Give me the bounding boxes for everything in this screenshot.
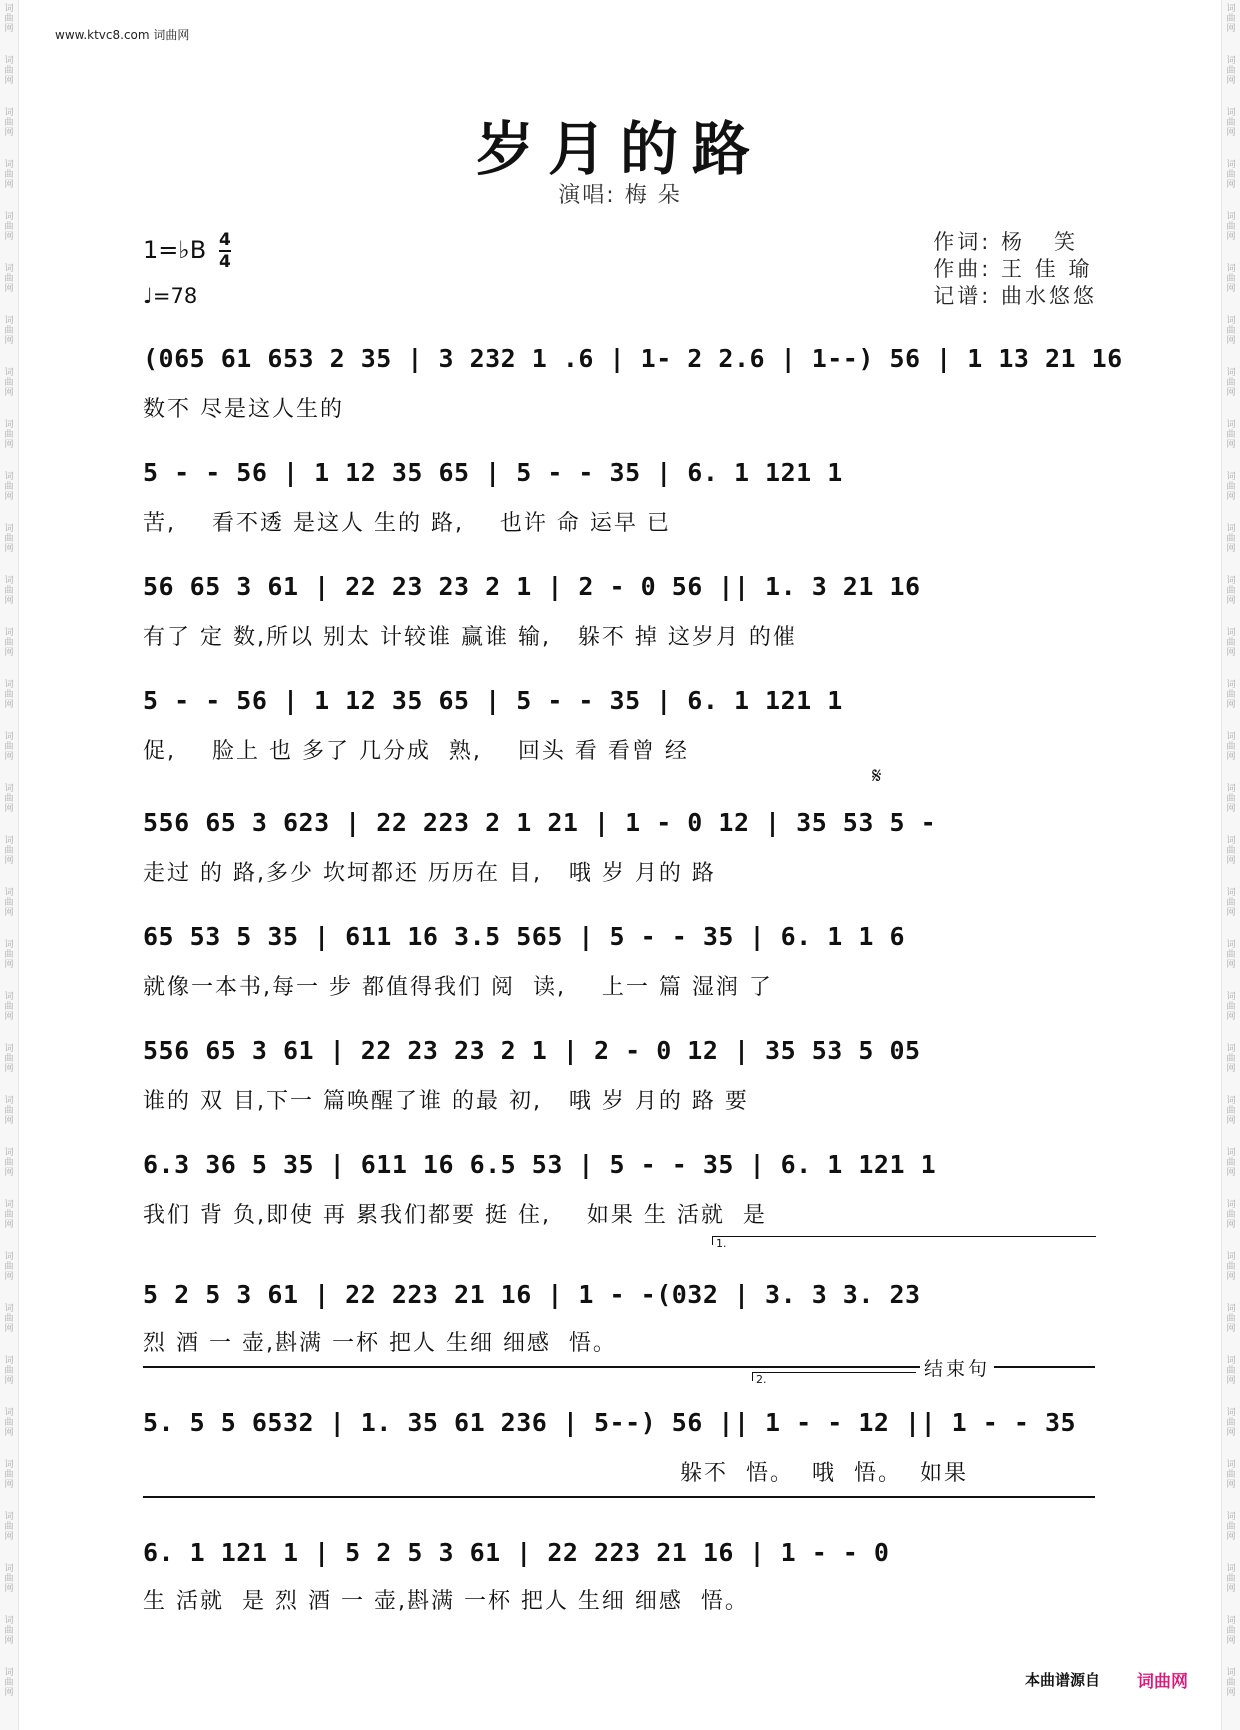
score-row bbox=[143, 1532, 1095, 1572]
time-signature bbox=[219, 230, 231, 272]
ending-label: 结束句 bbox=[920, 1354, 994, 1381]
notes-line: 6.3 36 5 35 | 611 16 6.5 53 | 5 - - 35 | 6. 1 121 1 bbox=[143, 1150, 937, 1179]
watermark-glyph: 词 曲 网 bbox=[1226, 1252, 1236, 1282]
lyrics-line: 促, 脸上 也 多了 几分成 熟, 回头 看 看曾 经 bbox=[143, 739, 689, 764]
watermark-glyph: 词 曲 网 bbox=[4, 160, 14, 190]
watermark-glyph: 词 曲 网 bbox=[4, 1564, 14, 1594]
score-row bbox=[143, 1274, 1095, 1314]
watermark-glyph: 词 曲 网 bbox=[1226, 680, 1236, 710]
score-row bbox=[143, 1144, 1095, 1184]
notes-line: 5. 5 5 6532 | 1. 35 61 236 | 5--) 56 || 1 - - 12 || 1 - - 35 bbox=[143, 1408, 1077, 1437]
score-row bbox=[143, 1030, 1095, 1070]
lyrics-line: 躲不 悟。 哦 悟。 如果 bbox=[680, 1461, 968, 1486]
watermark-glyph: 词 曲 网 bbox=[1226, 212, 1236, 242]
footer-source-text: 本曲谱源自 bbox=[1024, 1671, 1100, 1689]
watermark-glyph: 词 曲 网 bbox=[4, 836, 14, 866]
notes-line: 5 - - 56 | 1 12 35 65 | 5 - - 35 | 6. 1 121 1 bbox=[143, 458, 843, 487]
watermark-glyph: 词 曲 网 bbox=[4, 992, 14, 1022]
time-signature-bottom: 4 bbox=[219, 252, 231, 272]
score-row bbox=[143, 802, 1095, 842]
notes-line: 65 53 5 35 | 611 16 3.5 565 | 5 - - 35 | 6. 1 1 6 bbox=[143, 922, 906, 951]
credits bbox=[933, 229, 1097, 310]
watermark-glyph: 词 曲 网 bbox=[4, 1252, 14, 1282]
watermark-glyph: 词 曲 网 bbox=[1226, 56, 1236, 86]
watermark-glyph: 词 曲 网 bbox=[1226, 1304, 1236, 1334]
watermark-glyph: 词 曲 网 bbox=[1226, 524, 1236, 554]
watermark-glyph: 词 曲 网 bbox=[4, 264, 14, 294]
watermark-glyph: 词 曲 网 bbox=[1226, 576, 1236, 606]
lyrics-line: 有了 定 数,所以 别太 计较谁 赢谁 输, 躲不 掉 这岁月 的催 bbox=[143, 625, 797, 650]
lyrics-line: 谁的 双 目,下一 篇唤醒了谁 的最 初, 哦 岁 月的 路 要 bbox=[143, 1089, 749, 1114]
watermark-glyph: 词 曲 网 bbox=[4, 108, 14, 138]
composer: 作曲: 王 佳 瑜 bbox=[933, 257, 1093, 281]
watermark-glyph: 词 曲 网 bbox=[1226, 784, 1236, 814]
watermark-glyph: 词 曲 网 bbox=[4, 368, 14, 398]
score-row bbox=[143, 452, 1095, 492]
notes-line: 556 65 3 623 | 22 223 2 1 21 | 1 - 0 12 | 35 53 5 - bbox=[143, 808, 937, 837]
watermark-glyph: 词 曲 网 bbox=[4, 1668, 14, 1698]
watermark-glyph: 词 曲 网 bbox=[1226, 1096, 1236, 1126]
lyrics-line: 烈 酒 一 壶,斟满 一杯 把人 生细 细感 悟。 bbox=[143, 1331, 617, 1356]
watermark-glyph: 词 曲 网 bbox=[4, 56, 14, 86]
song-title: 岁月的路 bbox=[475, 115, 764, 183]
watermark-glyph: 词 曲 网 bbox=[4, 1356, 14, 1386]
lyrics-line: 我们 背 负,即使 再 累我们都要 挺 住, 如果 生 活就 是 bbox=[143, 1203, 767, 1228]
watermark-glyph: 词 曲 网 bbox=[1226, 836, 1236, 866]
watermark-glyph: 词 曲 网 bbox=[1226, 1408, 1236, 1438]
score-row bbox=[143, 680, 1095, 720]
segno-sign: 𝄋 bbox=[872, 764, 882, 789]
watermark-glyph: 词 曲 网 bbox=[4, 1096, 14, 1126]
watermark-glyph: 词 曲 网 bbox=[4, 732, 14, 762]
notes-line: 5 2 5 3 61 | 22 223 21 16 | 1 - -(032 | 3. 3 3. 23 bbox=[143, 1280, 921, 1309]
notes-line: 56 65 3 61 | 22 23 23 2 1 | 2 - 0 56 || 1. 3 21 16 bbox=[143, 572, 921, 601]
watermark-glyph: 词 曲 网 bbox=[1226, 160, 1236, 190]
watermark-glyph: 词 曲 网 bbox=[4, 888, 14, 918]
notes-line: (065 61 653 2 35 | 3 232 1 .6 | 1- 2 2.6 | 1--) 56 | 1 13 21 16 bbox=[143, 344, 1123, 373]
footer-logo[interactable]: 词曲网 bbox=[1137, 1672, 1188, 1692]
watermark-glyph: 词 曲 网 bbox=[4, 1148, 14, 1178]
watermark-glyph: 词 曲 网 bbox=[4, 1044, 14, 1074]
watermark-glyph: 词 曲 网 bbox=[1226, 1148, 1236, 1178]
lyrics-line: 数不 尽是这人生的 bbox=[143, 397, 344, 422]
watermark-glyph: 词 曲 网 bbox=[1226, 1200, 1236, 1230]
watermark-glyph: 词 曲 网 bbox=[1226, 368, 1236, 398]
lyricist: 作词: 杨 笑 bbox=[933, 230, 1079, 254]
watermark-glyph: 词 曲 网 bbox=[1226, 888, 1236, 918]
score-row bbox=[143, 338, 1123, 378]
watermark-glyph: 词 曲 网 bbox=[4, 1200, 14, 1230]
watermark-glyph: 词 曲 网 bbox=[4, 1460, 14, 1490]
lyrics-line: 苦, 看不透 是这人 生的 路, 也许 命 运早 已 bbox=[143, 511, 671, 536]
watermark-glyph: 词 曲 网 bbox=[4, 316, 14, 346]
notes-line: 5 - - 56 | 1 12 35 65 | 5 - - 35 | 6. 1 121 1 bbox=[143, 686, 843, 715]
singer-line: 演唱: 梅 朵 bbox=[558, 183, 682, 208]
watermark-glyph: 词 曲 网 bbox=[4, 1512, 14, 1542]
lyrics-line: 走过 的 路,多少 坎坷都还 历历在 目, 哦 岁 月的 路 bbox=[143, 861, 716, 886]
key-signature: 1=♭B bbox=[143, 236, 207, 264]
site-url[interactable]: www.ktvc8.com 词曲网 bbox=[55, 28, 190, 42]
watermark-glyph: 词 曲 网 bbox=[1226, 1356, 1236, 1386]
watermark-glyph: 词 曲 网 bbox=[4, 1616, 14, 1646]
notes-line: 556 65 3 61 | 22 23 23 2 1 | 2 - 0 12 | 35 53 5 05 bbox=[143, 1036, 921, 1065]
notes-line: 6. 1 121 1 | 5 2 5 3 61 | 22 223 21 16 | 1 - - 0 bbox=[143, 1538, 890, 1567]
watermark-glyph: 词 曲 网 bbox=[4, 420, 14, 450]
score-row bbox=[143, 1402, 1095, 1442]
watermark-glyph: 词 曲 网 bbox=[1226, 264, 1236, 294]
watermark-glyph: 词 曲 网 bbox=[1226, 1668, 1236, 1698]
score-row bbox=[143, 566, 1095, 606]
volta-2: 2. bbox=[752, 1372, 916, 1381]
watermark-glyph: 词 曲 网 bbox=[4, 680, 14, 710]
right-watermark-strip bbox=[1221, 0, 1240, 1730]
section-rule bbox=[143, 1496, 1095, 1498]
watermark-glyph: 词 曲 网 bbox=[4, 472, 14, 502]
watermark-glyph: 词 曲 网 bbox=[1226, 992, 1236, 1022]
watermark-glyph: 词 曲 网 bbox=[1226, 472, 1236, 502]
watermark-glyph: 词 曲 网 bbox=[4, 4, 14, 34]
watermark-glyph: 词 曲 网 bbox=[1226, 1512, 1236, 1542]
tempo-marking: ♩=78 bbox=[143, 284, 198, 308]
watermark-glyph: 词 曲 网 bbox=[4, 576, 14, 606]
watermark-glyph: 词 曲 网 bbox=[4, 784, 14, 814]
watermark-glyph: 词 曲 网 bbox=[1226, 1044, 1236, 1074]
watermark-glyph: 词 曲 网 bbox=[1226, 1616, 1236, 1646]
lyrics-line: 就像一本书,每一 步 都值得我们 阅 读, 上一 篇 湿润 了 bbox=[143, 975, 773, 1000]
score-row bbox=[143, 916, 1095, 956]
watermark-glyph: 词 曲 网 bbox=[1226, 940, 1236, 970]
lyrics-line: 生 活就 是 烈 酒 一 壶,斟满 一杯 把人 生细 细感 悟。 bbox=[143, 1589, 749, 1614]
watermark-glyph: 词 曲 网 bbox=[1226, 628, 1236, 658]
watermark-glyph: 词 曲 网 bbox=[1226, 1564, 1236, 1594]
watermark-glyph: 词 曲 网 bbox=[4, 1408, 14, 1438]
watermark-glyph: 词 曲 网 bbox=[1226, 316, 1236, 346]
left-watermark-strip bbox=[0, 0, 19, 1730]
volta-1: 1. bbox=[712, 1236, 1096, 1245]
watermark-glyph: 词 曲 网 bbox=[1226, 1460, 1236, 1490]
watermark-glyph: 词 曲 网 bbox=[1226, 4, 1236, 34]
transcriber: 记谱: 曲水悠悠 bbox=[933, 284, 1097, 308]
watermark-glyph: 词 曲 网 bbox=[4, 940, 14, 970]
time-signature-top: 4 bbox=[219, 230, 231, 250]
watermark-glyph: 词 曲 网 bbox=[4, 1304, 14, 1334]
watermark-glyph: 词 曲 网 bbox=[4, 212, 14, 242]
watermark-glyph: 词 曲 网 bbox=[4, 524, 14, 554]
watermark-glyph: 词 曲 网 bbox=[1226, 108, 1236, 138]
watermark-glyph: 词 曲 网 bbox=[4, 628, 14, 658]
watermark-glyph: 词 曲 网 bbox=[1226, 420, 1236, 450]
watermark-glyph: 词 曲 网 bbox=[1226, 732, 1236, 762]
